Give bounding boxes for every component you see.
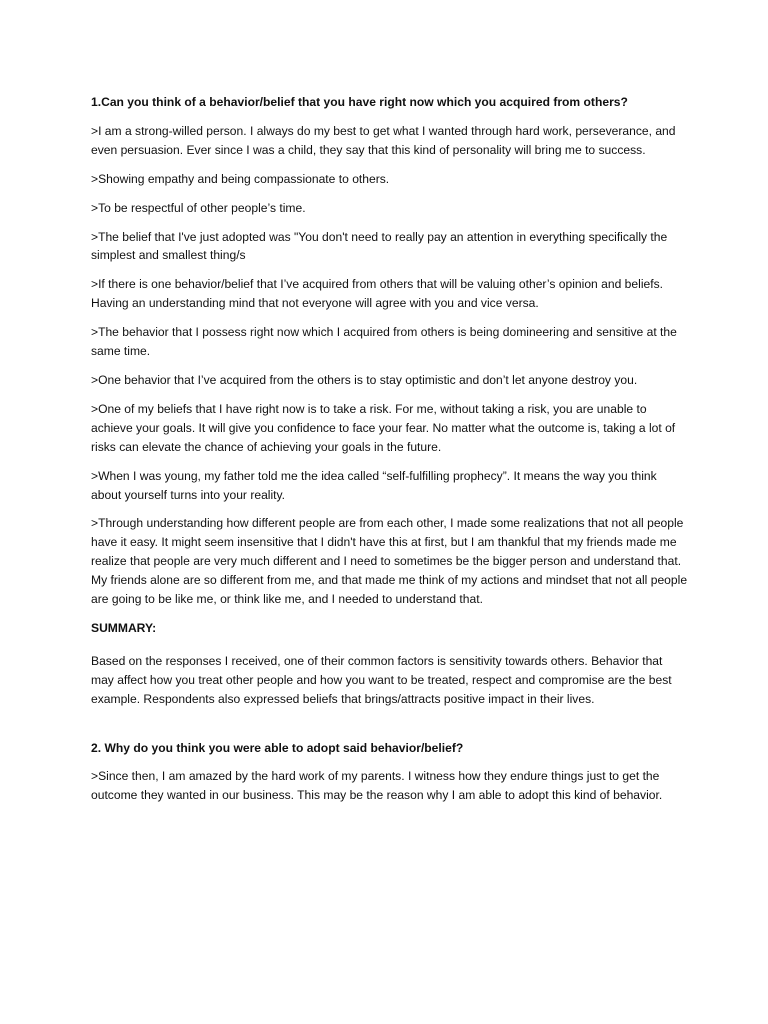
- document-page: [91, 93, 688, 815]
- answer-1-5: >If there is one behavior/belief that I’ve acquired from others that will be valuing other’s opinion and beliefs. Having an understanding mind that not everyone will agree with you and vice versa.: [91, 277, 663, 311]
- summary-label: SUMMARY:: [91, 620, 157, 635]
- answer-2-1: >Since then, I am amazed by the hard work of my parents. I witness how they endure things just to get the outcome they wanted in our business. This may be the reason why I am able to adopt this kind of behavior.: [91, 769, 663, 803]
- answer-1-4: >The belief that I've just adopted was "You don't need to really pay an attention in everything specifically the simplest and smallest thing/s: [91, 229, 668, 263]
- answer-1-9: >When I was young, my father told me the idea called “self-fulfilling prophecy”. It means the way you think about yourself turns into your reality.: [91, 468, 657, 502]
- answer-1-3: >To be respectful of other people’s time.: [91, 200, 306, 215]
- summary-text: Based on the responses I received, one of their common factors is sensitivity towards others. Behavior that may affect how you treat other people and how you want to be treated, respect and compromise are the best example. Respondents also expressed beliefs that brings/attracts positive impact in their lives.: [91, 653, 672, 706]
- answer-1-10: >Through understanding how different people are from each other, I made some realizations that not all people have it easy. It might seem insensitive that I didn't have this at first, but I am thankful that my friends made me realize that people are very much different and I need to sometimes be the bigger person and understand that. My friends alone are so different from me, and that made me think of my actions and mindset that not all people are going to be like me, or think like me, and I needed to understand that.: [91, 516, 688, 607]
- answer-1-8: >One of my beliefs that I have right now is to take a risk. For me, without taking a risk, you are unable to achieve your goals. It will give you confidence to face your fear. No matter what the outcome is, taking a lot of risks can elevate the chance of achieving your goals in the future.: [91, 401, 676, 454]
- answer-1-1: >I am a strong-willed person. I always do my best to get what I wanted through hard work, perseverance, and even persuasion. Ever since I was a child, they say that this kind of personality will bring me to success.: [91, 123, 676, 157]
- answer-1-6: >The behavior that I possess right now which I acquired from others is being domineering and sensitive at the same time.: [91, 325, 677, 359]
- answer-1-2: >Showing empathy and being compassionate to others.: [91, 171, 390, 186]
- answer-1-7: >One behavior that I’ve acquired from the others is to stay optimistic and don’t let anyone destroy you.: [91, 372, 638, 387]
- question-2: 2. Why do you think you were able to adopt said behavior/belief?: [91, 740, 464, 755]
- question-1: 1.Can you think of a behavior/belief that you have right now which you acquired from others?: [91, 95, 628, 109]
